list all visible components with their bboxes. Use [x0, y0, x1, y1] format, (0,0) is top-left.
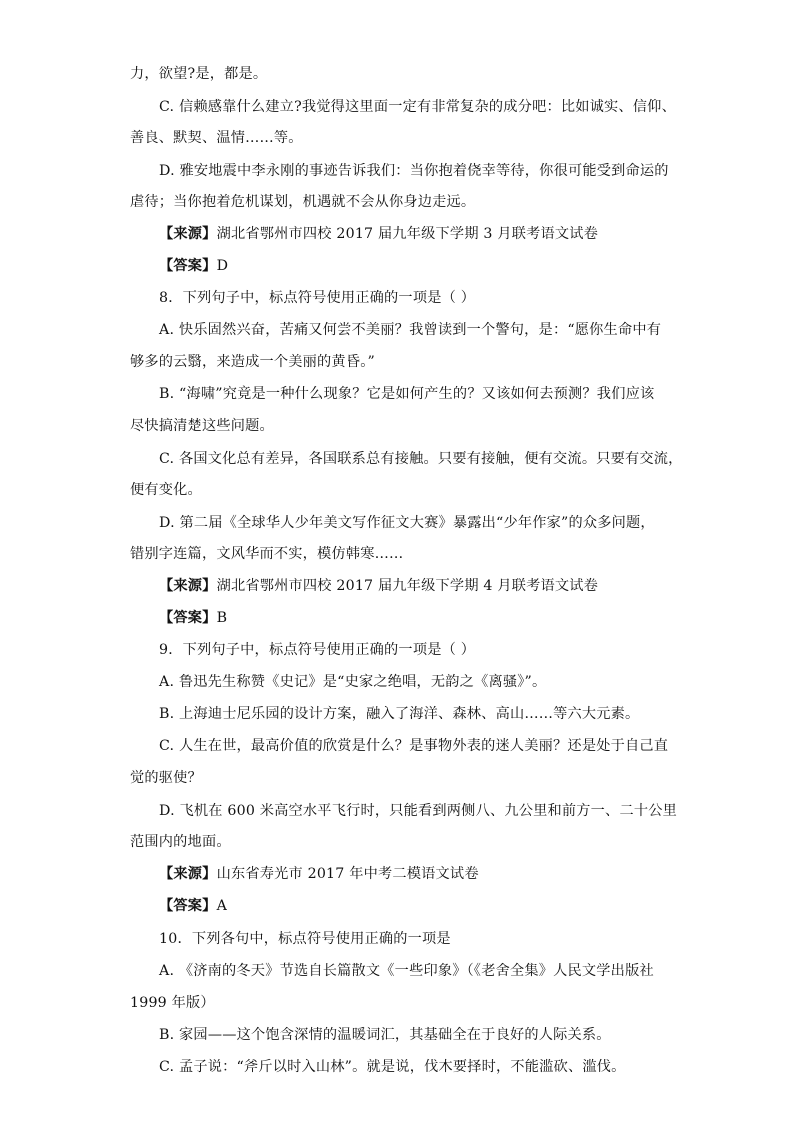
- option-a: A. 快乐固然兴奋，苦痛又何尝不美丽？我曾读到一个警句，是：“愿你生命中有: [159, 322, 662, 338]
- answer-line: [159, 896, 227, 916]
- text-line: 力，欲望?是，都是。: [130, 66, 268, 82]
- source-line: [159, 224, 598, 244]
- text-line: 尽快搞清楚这些问题。: [130, 418, 274, 434]
- text-line: 错别字连篇，文风华而不实，模仿韩寒……: [130, 546, 404, 562]
- source-tag: 【来源】: [159, 226, 217, 242]
- text-line: 善良、默契、温情……等。: [130, 130, 303, 146]
- source-tag: 【来源】: [159, 578, 217, 594]
- question-9: 9．下列句子中，标点符号使用正确的一项是（ ）: [159, 642, 476, 658]
- text-line: 范围内的地面。: [130, 834, 231, 850]
- option-b: B. “海啸”究竟是一种什么现象？它是如何产生的？又该如何去预测？我们应该: [159, 386, 655, 402]
- answer-text: A: [216, 898, 228, 914]
- text-line: 1999 年版）: [130, 995, 215, 1011]
- text-line: 虐待；当你抱着危机谋划，机遇就不会从你身边走远。: [130, 194, 476, 210]
- option-d: D. 雅安地震中李永刚的事迹告诉我们：当你抱着侥幸等待，你很可能受到命运的: [159, 163, 669, 179]
- option-c: C. 人生在世，最高价值的欣赏是什么？是事物外表的迷人美丽？还是处于自己直: [159, 738, 669, 754]
- source-tag: 【来源】: [159, 866, 217, 882]
- text-line: 觉的驱使？: [130, 770, 202, 786]
- option-c: C. 孟子说：“斧斤以时入山林”。就是说，伐木要择时，不能滥砍、滥伐。: [159, 1059, 626, 1075]
- option-c: C. 信赖感靠什么建立?我觉得这里面一定有非常复杂的成分吧：比如诚实、信仰、: [159, 99, 676, 115]
- answer-tag: 【答案】: [159, 898, 217, 914]
- answer-line: [159, 608, 227, 628]
- option-a: A. 《济南的冬天》节选自长篇散文《一些印象》（《老舍全集》人民文学出版社: [159, 963, 654, 979]
- option-c: C. 各国文化总有差异，各国联系总有接触。只要有接触，便有交流。只要有交流，: [159, 451, 683, 467]
- source-text: 湖北省鄂州市四校 2017 届九年级下学期 3 月联考语文试卷: [216, 226, 599, 242]
- answer-tag: 【答案】: [159, 610, 217, 626]
- option-b: B. 上海迪士尼乐园的设计方案，融入了海洋、森林、高山……等六大元素。: [159, 706, 640, 722]
- source-text: 山东省寿光市 2017 年中考二模语文试卷: [216, 866, 479, 882]
- answer-text: D: [216, 258, 229, 274]
- text-line: 便有变化。: [130, 482, 202, 498]
- question-10: 10．下列各句中，标点符号使用正确的一项是: [159, 931, 451, 947]
- answer-text: B: [216, 610, 228, 626]
- option-d: D. 第二届《全球华人少年美文写作征文大赛》暴露出“少年作家”的众多问题，: [159, 515, 655, 531]
- text-line: 够多的云翳，来造成一个美丽的黄昏。”: [130, 354, 375, 370]
- option-a: A. 鲁迅先生称赞《史记》是“史家之绝唱，无韵之《离骚》”。: [159, 674, 547, 690]
- source-line: [159, 576, 598, 596]
- source-text: 湖北省鄂州市四校 2017 届九年级下学期 4 月联考语文试卷: [216, 578, 599, 594]
- source-line: [159, 864, 479, 884]
- option-d: D. 飞机在 600 米高空水平飞行时，只能看到两侧八、九公里和前方一、二十公里: [159, 803, 677, 819]
- question-8: 8．下列句子中，标点符号使用正确的一项是（ ）: [159, 290, 476, 306]
- answer-line: [159, 256, 228, 276]
- option-b: B. 家园——这个饱含深情的温暖词汇，其基础全在于良好的人际关系。: [159, 1027, 611, 1043]
- answer-tag: 【答案】: [159, 258, 217, 274]
